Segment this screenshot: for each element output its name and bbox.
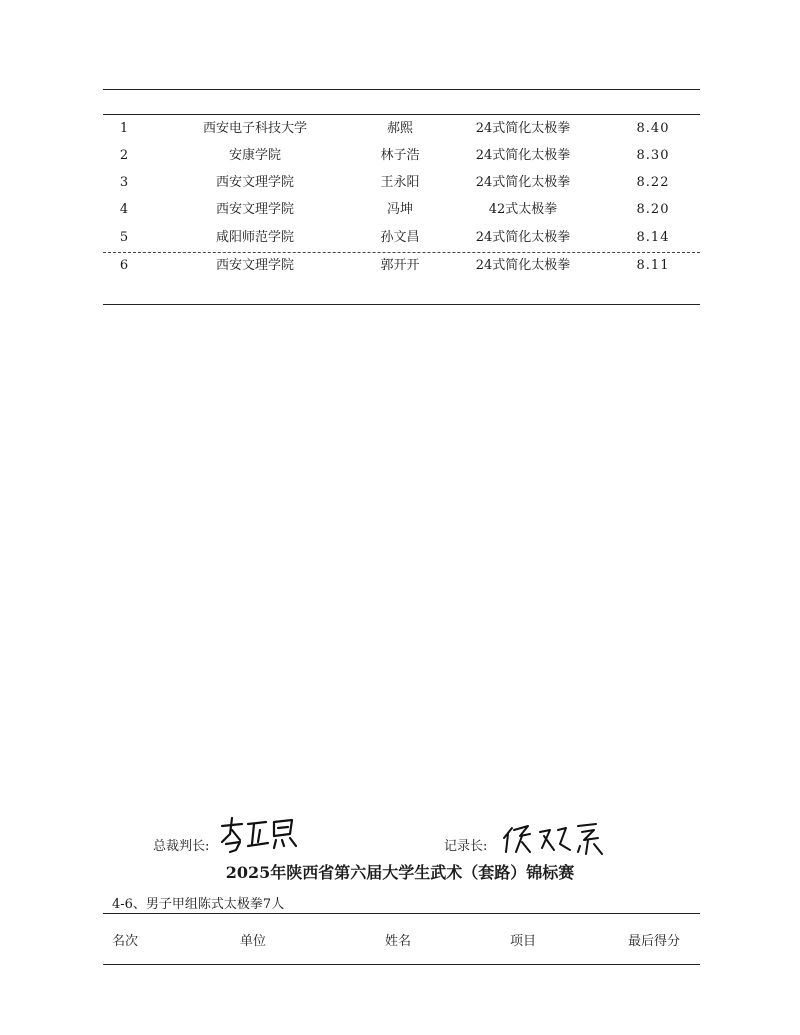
chief-judge-signature: [218, 812, 300, 854]
item-cell: 24式简化太极拳: [475, 230, 571, 245]
score-cell: 8.14: [636, 230, 670, 245]
rank-cell: 6: [119, 258, 129, 273]
name-cell: 孙文昌: [380, 230, 420, 245]
table-row: [103, 199, 700, 221]
score-cell: 8.22: [636, 175, 670, 190]
table-row: [103, 145, 700, 167]
chief-judge-label: 总裁判长:: [153, 839, 210, 854]
item-cell: 42式太极拳: [488, 202, 558, 217]
recorder-label: 记录长:: [444, 839, 488, 854]
name-cell: 林子浩: [380, 148, 420, 163]
column-header-name: 姓名: [385, 934, 412, 949]
competition-title: 2025年陕西省第六届大学生武术（套路）锦标赛: [225, 863, 575, 882]
table-row: [103, 227, 700, 249]
column-header-score: 最后得分: [628, 934, 681, 949]
table-bottom-rule: [103, 304, 700, 305]
table-row: [103, 172, 700, 194]
table-top-rule: [103, 89, 700, 90]
rank-cell: 2: [119, 148, 129, 163]
unit-cell: 西安文理学院: [215, 202, 294, 217]
name-cell: 郝熙: [386, 121, 413, 136]
table-header-rule: [103, 114, 700, 115]
score-cell: 8.20: [636, 202, 670, 217]
item-cell: 24式简化太极拳: [475, 121, 571, 136]
unit-cell: 西安文理学院: [215, 258, 294, 273]
header-top-rule: [103, 913, 700, 914]
unit-cell: 安康学院: [228, 148, 281, 163]
score-cell: 8.40: [636, 121, 670, 136]
recorder-signature: [500, 818, 606, 858]
unit-cell: 西安文理学院: [215, 175, 294, 190]
score-cell: 8.11: [636, 258, 670, 273]
rank-cell: 4: [119, 202, 129, 217]
name-cell: 郭开开: [380, 258, 420, 273]
header-bottom-rule: [103, 964, 700, 965]
item-cell: 24式简化太极拳: [475, 175, 571, 190]
unit-cell: 西安电子科技大学: [202, 121, 307, 136]
qualifying-cutoff-line: [103, 252, 700, 253]
column-header-item: 项目: [510, 934, 537, 949]
rank-cell: 1: [119, 121, 129, 136]
unit-cell: 咸阳师范学院: [215, 230, 294, 245]
column-header-rank: 名次: [112, 934, 139, 949]
name-cell: 冯坤: [386, 202, 413, 217]
table-row: [103, 255, 700, 277]
name-cell: 王永阳: [380, 175, 420, 190]
rank-cell: 3: [119, 175, 129, 190]
event-subtitle: 4-6、男子甲组陈式太极拳7人: [112, 897, 285, 912]
column-header-unit: 单位: [240, 934, 267, 949]
rank-cell: 5: [119, 230, 129, 245]
item-cell: 24式简化太极拳: [475, 258, 571, 273]
score-cell: 8.30: [636, 148, 670, 163]
table-row: [103, 118, 700, 140]
item-cell: 24式简化太极拳: [475, 148, 571, 163]
